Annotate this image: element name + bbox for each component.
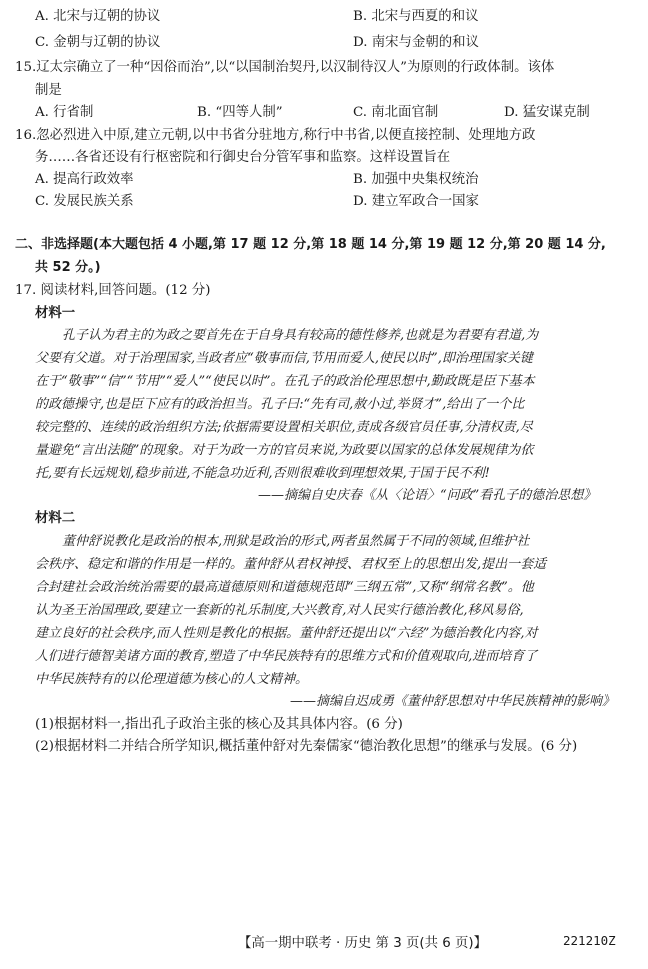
material-1-line: 量避免“言出法随”的现象。对于为政一方的官员来说,为政要以国家的总体发展规律为依 <box>35 443 534 458</box>
material-1-line: 托,要有长远规划,稳步前进,不能急功近利,否则很难收到理想效果,于国于民不利! <box>35 466 490 481</box>
material-2-line: 合封建社会政治统治需要的最高道德原则和道德规范即“三纲五常”,又称“纲常名教”。他 <box>35 580 534 595</box>
q15-stem-line-1: 15.辽太宗确立了一种“因俗而治”,以“以国制治契丹,以汉制待汉人”为原则的行政体制。该体 <box>15 60 555 75</box>
q15-option-c: C. 南北面官制 <box>353 105 439 120</box>
material-2-source: ——摘编自迟成勇《董仲舒思想对中华民族精神的影响》 <box>290 694 616 709</box>
q14-option-d: D. 南宋与金朝的和议 <box>353 35 479 50</box>
section-2-heading-line-2: 共 52 分。) <box>35 260 101 275</box>
material-2-line: 会秩序、稳定和谐的作用是一样的。董仲舒从君权神授、君权至上的思想出发,提出一套适 <box>35 557 547 572</box>
material-1-source: ——摘编自史庆春《从〈论语〉“问政”看孔子的德治思想》 <box>258 488 597 503</box>
q17-sub-question-1: (1)根据材料一,指出孔子政治主张的核心及其具体内容。(6 分) <box>35 717 403 732</box>
section-2-heading-line-1: 二、非选择题(本大题包括 4 小题,第 17 题 12 分,第 18 题 14 分,第 19 题 12 分,第 20 题 14 分, <box>15 237 606 252</box>
q14-option-c: C. 金朝与辽朝的协议 <box>35 35 161 50</box>
material-2-line: 人们进行德智美诸方面的教育,塑造了中华民族特有的思维方式和价值观取向,进而培育了 <box>35 649 538 664</box>
material-2-line: 建立良好的社会秩序,而人性则是教化的根据。董仲舒还提出以“六经”为德治教化内容,对 <box>35 626 538 641</box>
q16-option-c: C. 发展民族关系 <box>35 194 134 209</box>
q15-stem-line-2: 制是 <box>35 83 62 98</box>
q16-option-b: B. 加强中央集权统治 <box>353 172 479 187</box>
material-1-line: 较完整的、连续的政治组织方法;依据需要设置相关职位,责成各级官员任事,分清权责,尽 <box>35 420 533 435</box>
material-1-title: 材料一 <box>35 306 76 321</box>
q15-option-a: A. 行省制 <box>35 105 94 120</box>
material-1-line: 的政德操守,也是臣下应有的政治担当。孔子曰:“先有司,赦小过,举贤才”,给出了一个比 <box>35 397 525 412</box>
material-2-line: 董仲舒说教化是政治的根本,刑狱是政治的形式,两者虽然属于不同的领域,但维护社 <box>62 534 530 549</box>
material-1-line: 孔子认为君主的为政之要首先在于自身具有较高的德性修养,也就是为君要有君道,为 <box>62 328 539 343</box>
q14-option-a: A. 北宋与辽朝的协议 <box>35 9 161 24</box>
material-2-title: 材料二 <box>35 511 76 526</box>
q16-stem-line-1: 16.忽必烈进入中原,建立元朝,以中书省分驻地方,称行中书省,以便直接控制、处理地方政 <box>15 128 536 143</box>
material-2-line: 中华民族特有的以伦理道德为核心的人文精神。 <box>35 672 309 687</box>
q14-option-b: B. 北宋与西夏的和议 <box>353 9 479 24</box>
q16-stem-line-2: 务……各省还设有行枢密院和行御史台分管军事和监察。这样设置旨在 <box>35 150 451 165</box>
q17-sub-question-2: (2)根据材料二并结合所学知识,概括董仲舒对先秦儒家“德治教化思想”的继承与发展。(6 分) <box>35 739 578 754</box>
material-2-line: 认为圣王治国理政,要建立一套新的礼乐制度,大兴教育,对人民实行德治教化,移风易俗, <box>35 603 524 618</box>
material-1-line: 父要有父道。对于治理国家,当政者应“敬事而信,节用而爱人,使民以时”,即治理国家关键 <box>35 351 533 366</box>
q16-option-a: A. 提高行政效率 <box>35 172 134 187</box>
material-1-line: 在于“敬事”“信”“节用”“爱人”“使民以时”。在孔子的政治伦理思想中,勤政既是臣下基本 <box>35 374 535 389</box>
exam-code: 221210Z <box>563 933 616 948</box>
page-footer-info: 【高一期中联考 · 历史 第 3 页(共 6 页)】 <box>238 936 488 951</box>
q16-option-d: D. 建立军政合一国家 <box>353 194 479 209</box>
q17-stem: 17. 阅读材料,回答问题。(12 分) <box>15 283 211 298</box>
q15-option-d: D. 猛安谋克制 <box>504 105 590 120</box>
q15-option-b: B. “四等人制” <box>197 105 283 120</box>
